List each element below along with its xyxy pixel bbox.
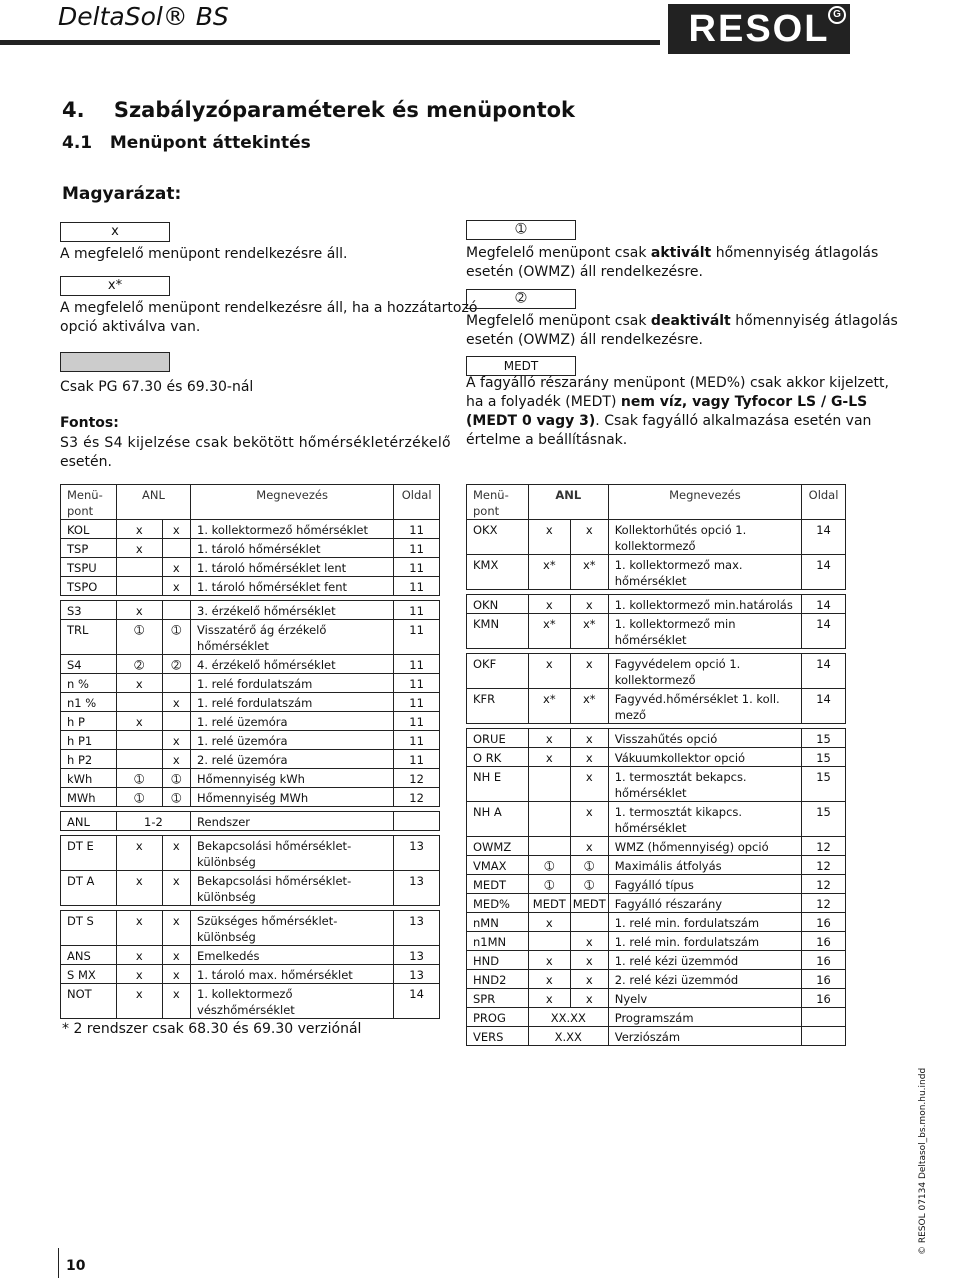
name-cell: Nyelv	[608, 989, 801, 1008]
anl-cell-1	[116, 693, 162, 712]
legend-r3-line-b: ha a folyadék (MEDT) nem víz, vagy Tyfocor LS / G-LS	[466, 394, 868, 410]
anl-cell-2: ➀	[162, 769, 190, 788]
anl-cell-2: x	[570, 767, 608, 802]
legend-text-option-b: opció aktiválva van.	[60, 319, 201, 335]
name-cell: 1. relé fordulatszám	[191, 674, 394, 693]
menu-cell: TSPU	[61, 558, 117, 577]
file-side-note: © RESOL 07134 Deltasol_bs.mon.hu.indd	[918, 1067, 928, 1255]
page-cell: 12	[802, 856, 846, 875]
header-anl: ANL	[116, 485, 190, 520]
anl-cell-2	[162, 674, 190, 693]
menu-cell: h P	[61, 712, 117, 731]
page-cell: 15	[802, 802, 846, 837]
important-text-b: esetén.	[60, 454, 112, 470]
logo-mark-icon: G	[828, 6, 846, 24]
anl-cell-1	[116, 577, 162, 596]
anl-cell-2: x	[162, 520, 190, 539]
menu-cell: kWh	[61, 769, 117, 788]
page-cell: 11	[394, 520, 440, 539]
header-anl: ANL	[528, 485, 608, 520]
anl-cell-2: x	[570, 837, 608, 856]
name-cell: 1. relé üzemóra	[191, 712, 394, 731]
page-cell: 16	[802, 970, 846, 989]
menu-cell: n %	[61, 674, 117, 693]
page-cell: 14	[802, 555, 846, 590]
anl-cell-2: x	[162, 558, 190, 577]
table-row	[467, 614, 846, 649]
page-cell: 14	[802, 520, 846, 555]
footnote: * 2 rendszer csak 68.30 és 69.30 verziónál	[62, 1021, 362, 1037]
anl-cell-2: x	[570, 520, 608, 555]
table-row	[467, 555, 846, 590]
anl-cell-2: x	[570, 595, 608, 614]
table-row	[467, 802, 846, 837]
page-cell: 13	[394, 836, 440, 871]
page-cell: 14	[394, 984, 440, 1019]
name-cell: Fagyvéd.hőmérséklet 1. koll. mező	[608, 689, 801, 724]
name-cell: 1. tároló hőmérséklet fent	[191, 577, 394, 596]
section-title: 4. Szabályzóparaméterek és menüpontok	[62, 98, 576, 122]
anl-cell-1	[528, 802, 570, 837]
menu-cell: VERS	[467, 1027, 529, 1046]
table-row	[467, 767, 846, 802]
menu-cell: ANS	[61, 946, 117, 965]
anl-cell-2: x	[570, 932, 608, 951]
menu-cell: MWh	[61, 788, 117, 807]
page-header	[0, 0, 960, 58]
page-cell: 13	[394, 946, 440, 965]
table-row	[61, 836, 440, 871]
page-cell: 16	[802, 989, 846, 1008]
table-row	[61, 731, 440, 750]
anl-cell-2	[162, 601, 190, 620]
page-cell: 11	[394, 750, 440, 769]
header-page: Oldal	[394, 485, 440, 520]
header-name: Megnevezés	[191, 485, 394, 520]
anl-cell-2: x	[162, 911, 190, 946]
anl-cell-1: XX.XX	[528, 1008, 608, 1027]
page-cell: 12	[802, 875, 846, 894]
legend-r3-line-c: (MEDT 0 vagy 3). Csak fagyálló alkalmazása esetén van	[466, 413, 872, 429]
menu-cell: VMAX	[467, 856, 529, 875]
menu-cell: OKX	[467, 520, 529, 555]
anl-cell-1: x	[116, 539, 162, 558]
anl-cell-2: ➁	[162, 655, 190, 674]
menu-table-right	[466, 484, 846, 1046]
page-cell: 13	[394, 911, 440, 946]
legend-text-pg: Csak PG 67.30 és 69.30-nál	[60, 379, 254, 395]
name-cell: Fagyvédelem opció 1. kollektormező	[608, 654, 801, 689]
page-cell: 14	[802, 689, 846, 724]
anl-cell-2: x*	[570, 614, 608, 649]
legend-box-medt: MEDT	[466, 356, 576, 376]
anl-cell-2: MEDT	[570, 894, 608, 913]
menu-cell: h P1	[61, 731, 117, 750]
anl-cell-1: x	[116, 946, 162, 965]
page-cell: 11	[394, 558, 440, 577]
anl-cell-1: x*	[528, 689, 570, 724]
name-cell: 1. relé kézi üzemmód	[608, 951, 801, 970]
table-row	[467, 856, 846, 875]
anl-cell-2: x	[570, 654, 608, 689]
menu-cell: KOL	[61, 520, 117, 539]
table-row	[61, 812, 440, 831]
page-cell: 13	[394, 871, 440, 906]
header-rule	[0, 40, 660, 45]
table-row	[61, 674, 440, 693]
page-cell: 12	[394, 769, 440, 788]
page-cell: 15	[802, 767, 846, 802]
page-cell: 16	[802, 932, 846, 951]
legend-r2-line-a: Megfelelő menüpont csak deaktivált hőmennyiség átlagolás	[466, 313, 898, 329]
anl-cell-2: x	[162, 693, 190, 712]
anl-cell-1: ➀	[116, 620, 162, 655]
name-cell: Maximális átfolyás	[608, 856, 801, 875]
name-cell: Hőmennyiség MWh	[191, 788, 394, 807]
name-cell: Kollektorhűtés opció 1. kollektormező	[608, 520, 801, 555]
legend-text-available: A megfelelő menüpont rendelkezésre áll.	[60, 246, 348, 262]
legend-box-grey	[60, 352, 170, 372]
menu-cell: S MX	[61, 965, 117, 984]
table-row	[467, 1027, 846, 1046]
anl-cell-1: x	[116, 965, 162, 984]
legend-r1-line-b: esetén (OWMZ) áll rendelkezésre.	[466, 264, 703, 280]
anl-cell-1: x	[528, 520, 570, 555]
anl-cell-1: x	[528, 989, 570, 1008]
menu-cell: KMX	[467, 555, 529, 590]
anl-cell-1	[528, 837, 570, 856]
table-row	[467, 729, 846, 748]
menu-cell: OKN	[467, 595, 529, 614]
anl-cell-1: x	[116, 984, 162, 1019]
menu-cell: ANL	[61, 812, 117, 831]
name-cell: 4. érzékelő hőmérséklet	[191, 655, 394, 674]
menu-cell: h P2	[61, 750, 117, 769]
menu-cell: OWMZ	[467, 837, 529, 856]
anl-cell-1: x	[116, 836, 162, 871]
table-row	[61, 871, 440, 906]
menu-cell: S3	[61, 601, 117, 620]
anl-cell-1	[528, 932, 570, 951]
page-cell: 11	[394, 712, 440, 731]
table-row	[467, 1008, 846, 1027]
menu-cell: OKF	[467, 654, 529, 689]
name-cell: Vákuumkollektor opció	[608, 748, 801, 767]
anl-cell-1: x	[528, 748, 570, 767]
anl-cell-1: x	[116, 601, 162, 620]
name-cell: WMZ (hőmennyiség) opció	[608, 837, 801, 856]
legend-box-x: x	[60, 222, 170, 242]
table-row	[467, 894, 846, 913]
page-cell: 16	[802, 951, 846, 970]
anl-cell-2: x	[570, 729, 608, 748]
table-row	[61, 577, 440, 596]
anl-cell-1: ➀	[528, 875, 570, 894]
page-cell: 14	[802, 654, 846, 689]
table-row	[467, 837, 846, 856]
menu-cell: NH E	[467, 767, 529, 802]
table-row	[467, 932, 846, 951]
table-row	[467, 875, 846, 894]
page-cell	[802, 1027, 846, 1046]
table-row	[61, 750, 440, 769]
anl-cell-1: x	[528, 729, 570, 748]
name-cell: 1. termosztát kikapcs. hőmérséklet	[608, 802, 801, 837]
table-row	[467, 913, 846, 932]
legend-box-circle-1: ➀	[466, 220, 576, 240]
table-row	[467, 595, 846, 614]
name-cell: Verziószám	[608, 1027, 801, 1046]
table-row	[61, 520, 440, 539]
page-cell: 11	[394, 731, 440, 750]
anl-cell-1: x*	[528, 614, 570, 649]
anl-cell-2: x	[570, 951, 608, 970]
menu-cell: nMN	[467, 913, 529, 932]
legend-box-x-star: x*	[60, 276, 170, 296]
table-row	[467, 689, 846, 724]
anl-cell-2: ➀	[570, 856, 608, 875]
name-cell: Visszahűtés opció	[608, 729, 801, 748]
legend-r3-line-a: A fagyálló részarány menüpont (MED%) csak akkor kijelzett,	[466, 375, 889, 391]
anl-cell-2: x	[570, 970, 608, 989]
anl-cell-1: MEDT	[528, 894, 570, 913]
table-row	[61, 601, 440, 620]
table-row	[61, 769, 440, 788]
page-cell: 16	[802, 913, 846, 932]
name-cell: 1. relé fordulatszám	[191, 693, 394, 712]
anl-cell-2: ➀	[570, 875, 608, 894]
table-row	[61, 620, 440, 655]
menu-cell: TSP	[61, 539, 117, 558]
table-row	[61, 911, 440, 946]
name-cell: 1. kollektormező min.határolás	[608, 595, 801, 614]
menu-cell: DT E	[61, 836, 117, 871]
menu-cell: S4	[61, 655, 117, 674]
table-row	[61, 655, 440, 674]
important-text-a: S3 és S4 kijelzése csak bekötött hőmérsékletérzékelő	[60, 435, 451, 451]
page-cell: 11	[394, 693, 440, 712]
name-cell: 2. relé kézi üzemmód	[608, 970, 801, 989]
page-cell: 12	[802, 894, 846, 913]
page-cell: 14	[802, 614, 846, 649]
header-name: Megnevezés	[608, 485, 801, 520]
menu-cell: KMN	[467, 614, 529, 649]
menu-cell: HND2	[467, 970, 529, 989]
page-number-bar	[58, 1248, 59, 1278]
anl-cell-1: X.XX	[528, 1027, 608, 1046]
table-header-row	[61, 485, 440, 520]
page-cell: 11	[394, 620, 440, 655]
legend-r3-line-d: értelme a beállításnak.	[466, 432, 628, 448]
table-row	[61, 712, 440, 731]
menu-cell: DT A	[61, 871, 117, 906]
table-row	[467, 748, 846, 767]
anl-cell-1: x	[116, 911, 162, 946]
menu-cell: NH A	[467, 802, 529, 837]
menu-cell: HND	[467, 951, 529, 970]
page-cell: 12	[802, 837, 846, 856]
anl-cell-2	[162, 539, 190, 558]
anl-cell-2: x	[570, 802, 608, 837]
table-row	[61, 984, 440, 1019]
page-cell: 15	[802, 729, 846, 748]
table-row	[61, 539, 440, 558]
anl-cell-2: ➀	[162, 788, 190, 807]
menu-cell: ORUE	[467, 729, 529, 748]
table-row	[61, 946, 440, 965]
page-number: 10	[66, 1258, 86, 1274]
anl-cell-1: x*	[528, 555, 570, 590]
anl-cell-2: x	[162, 984, 190, 1019]
anl-cell-1	[116, 750, 162, 769]
name-cell: 1. kollektormező hőmérséklet	[191, 520, 394, 539]
name-cell: 1. relé min. fordulatszám	[608, 932, 801, 951]
page-cell: 13	[394, 965, 440, 984]
header-title: DeltaSol® BS	[58, 2, 229, 31]
anl-cell-2: x	[162, 577, 190, 596]
anl-cell-2: x	[570, 989, 608, 1008]
menu-cell: KFR	[467, 689, 529, 724]
anl-cell-1: x	[528, 595, 570, 614]
name-cell: 1. termosztát bekapcs. hőmérséklet	[608, 767, 801, 802]
menu-table-left	[60, 484, 440, 1019]
page-cell: 11	[394, 539, 440, 558]
anl-cell-1	[116, 731, 162, 750]
anl-cell-2: x	[162, 836, 190, 871]
legend-box-circle-2: ➁	[466, 289, 576, 309]
anl-cell-1: ➀	[116, 769, 162, 788]
header-menu: Menü- pont	[467, 485, 529, 520]
anl-cell-2: x	[162, 731, 190, 750]
name-cell: 1. tároló max. hőmérséklet	[191, 965, 394, 984]
table-header-row	[467, 485, 846, 520]
name-cell: Visszatérő ág érzékelő hőmérséklet	[191, 620, 394, 655]
menu-cell: DT S	[61, 911, 117, 946]
important-title: Fontos:	[60, 415, 119, 431]
name-cell: Programszám	[608, 1008, 801, 1027]
anl-cell-2	[162, 712, 190, 731]
name-cell: Hőmennyiség kWh	[191, 769, 394, 788]
anl-cell-1: x	[116, 520, 162, 539]
menu-cell: NOT	[61, 984, 117, 1019]
name-cell: 1. kollektormező max. hőmérséklet	[608, 555, 801, 590]
menu-cell: O RK	[467, 748, 529, 767]
page-cell: 11	[394, 577, 440, 596]
table-row	[467, 970, 846, 989]
anl-cell-1: x	[116, 871, 162, 906]
anl-cell-1: x	[528, 951, 570, 970]
anl-cell-2: x	[162, 871, 190, 906]
legend-text-option-a: A megfelelő menüpont rendelkezésre áll, ha a hozzátartozó	[60, 300, 478, 316]
page-cell: 15	[802, 748, 846, 767]
page-cell	[802, 1008, 846, 1027]
anl-cell-1	[528, 767, 570, 802]
legend-title: Magyarázat:	[62, 184, 182, 204]
page-cell: 11	[394, 655, 440, 674]
menu-cell: TSPO	[61, 577, 117, 596]
anl-cell-1	[116, 558, 162, 577]
anl-cell-1: x	[116, 674, 162, 693]
anl-cell-1: x	[116, 712, 162, 731]
menu-cell: SPR	[467, 989, 529, 1008]
anl-cell-1: ➀	[116, 788, 162, 807]
subsection-title: 4.1 Menüpont áttekintés	[62, 133, 311, 153]
table-row	[61, 965, 440, 984]
header-page: Oldal	[802, 485, 846, 520]
page-cell: 12	[394, 788, 440, 807]
page-cell: 14	[802, 595, 846, 614]
anl-cell-2: x	[162, 750, 190, 769]
name-cell: Bekapcsolási hőmérséklet-különbség	[191, 836, 394, 871]
table-row	[61, 558, 440, 577]
table-row	[467, 951, 846, 970]
menu-cell: MEDT	[467, 875, 529, 894]
menu-cell: n1MN	[467, 932, 529, 951]
table-row	[61, 693, 440, 712]
name-cell: 1. relé min. fordulatszám	[608, 913, 801, 932]
anl-cell-1: x	[528, 970, 570, 989]
anl-cell-2: x*	[570, 555, 608, 590]
anl-cell-1: ➀	[528, 856, 570, 875]
table-row	[467, 520, 846, 555]
page-cell: 11	[394, 601, 440, 620]
table-row	[61, 788, 440, 807]
name-cell: Szükséges hőmérséklet-különbség	[191, 911, 394, 946]
header-menu: Menü- pont	[61, 485, 117, 520]
name-cell: 3. érzékelő hőmérséklet	[191, 601, 394, 620]
table-row	[467, 989, 846, 1008]
name-cell: Fagyálló részarány	[608, 894, 801, 913]
menu-cell: TRL	[61, 620, 117, 655]
name-cell: 1. tároló hőmérséklet lent	[191, 558, 394, 577]
menu-cell: PROG	[467, 1008, 529, 1027]
name-cell: 1. tároló hőmérséklet	[191, 539, 394, 558]
anl-cell-2: ➀	[162, 620, 190, 655]
page-cell	[394, 812, 440, 831]
name-cell: Emelkedés	[191, 946, 394, 965]
page-cell: 11	[394, 674, 440, 693]
name-cell: Fagyálló típus	[608, 875, 801, 894]
legend-r2-line-b: esetén (OWMZ) áll rendelkezésre.	[466, 332, 703, 348]
anl-cell-2: x	[162, 946, 190, 965]
anl-cell-2: x	[570, 748, 608, 767]
name-cell: 1. kollektormező vészhőmérséklet	[191, 984, 394, 1019]
resol-logo: RESOL G	[668, 4, 850, 54]
name-cell: 2. relé üzemóra	[191, 750, 394, 769]
anl-cell-1: 1-2	[116, 812, 190, 831]
menu-cell: n1 %	[61, 693, 117, 712]
anl-cell-2: x	[162, 965, 190, 984]
anl-cell-2	[570, 913, 608, 932]
anl-cell-2: x*	[570, 689, 608, 724]
name-cell: Bekapcsolási hőmérséklet-különbség	[191, 871, 394, 906]
anl-cell-1: x	[528, 654, 570, 689]
name-cell: 1. kollektormező min hőmérséklet	[608, 614, 801, 649]
table-row	[467, 654, 846, 689]
menu-cell: MED%	[467, 894, 529, 913]
name-cell: Rendszer	[191, 812, 394, 831]
anl-cell-1: ➁	[116, 655, 162, 674]
anl-cell-1: x	[528, 913, 570, 932]
name-cell: 1. relé üzemóra	[191, 731, 394, 750]
legend-r1-line-a: Megfelelő menüpont csak aktivált hőmennyiség átlagolás	[466, 245, 879, 261]
